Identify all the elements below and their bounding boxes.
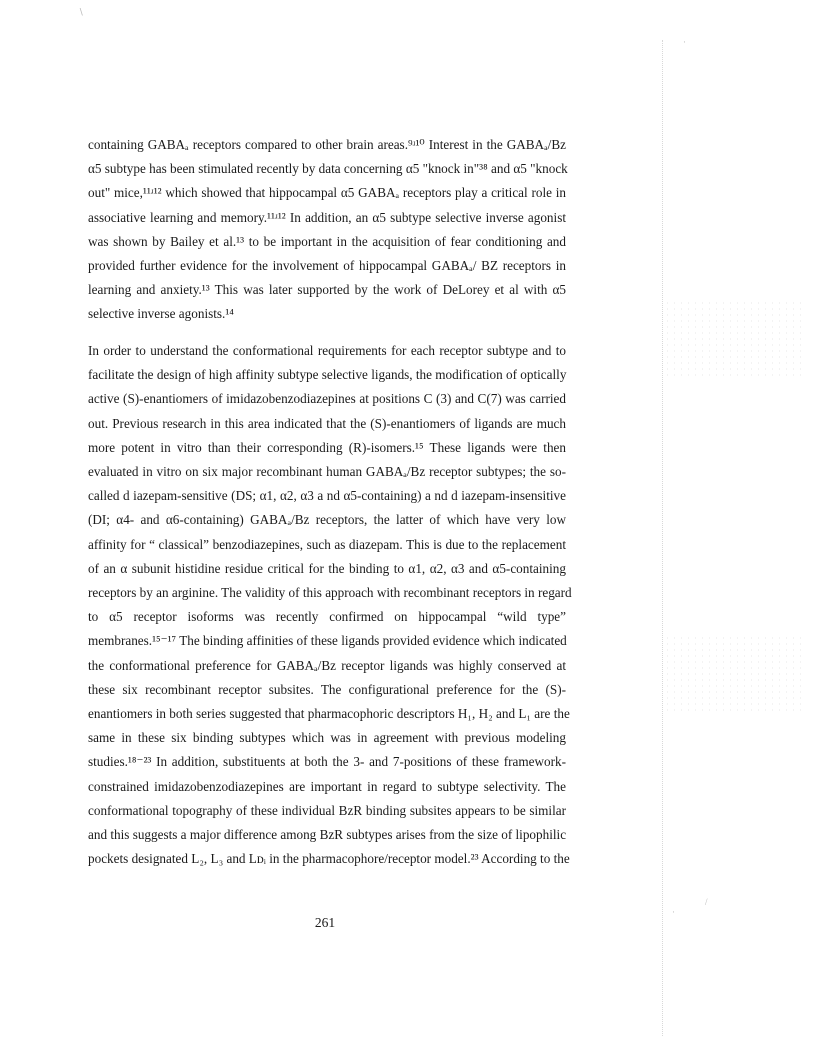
scan-speckle-lower xyxy=(664,635,804,715)
paragraph-2-line: membranes.¹⁵⁻¹⁷ The binding affinities of these ligands provided evidence which indicated xyxy=(88,633,567,649)
paragraph-2-line: In order to understand the conformational requirements for each receptor subtype and to xyxy=(88,343,566,358)
paragraph-2-line: these six recombinant receptor subsites. The configurational preference for the (S)- xyxy=(88,681,566,697)
paragraph-1-line: associative learning and memory.¹¹ʴ¹² In addition, an α5 subtype selective inverse agonist xyxy=(88,209,566,225)
paragraph-2-line: conformational topography of these individual BzR binding subsites appears to be similar xyxy=(88,802,566,818)
scan-mark-right-dot: · xyxy=(672,907,675,917)
paragraph-2-line: the conformational preference for GABAₐ/Bz receptor ligands was highly conserved at xyxy=(88,657,566,673)
paragraph-2-line: evaluated in vitro on six major recombinant human GABAₐ/Bz receptor subtypes; the so- xyxy=(88,464,566,480)
body-paragraph-2 xyxy=(88,339,572,871)
paragraph-2-line: and this suggests a major difference among BzR subtypes arises from the size of lipophilic xyxy=(88,827,567,843)
paragraph-2-line: enantiomers in both series suggested that pharmacophoric descriptors H₁, H₂ and L₁ are the xyxy=(88,706,570,722)
paragraph-2-line: studies.¹⁸⁻²³ In addition, substituents at both the 3- and 7-positions of these framework- xyxy=(88,754,566,770)
body-paragraph-1 xyxy=(88,133,566,327)
paragraph-1-line: containing GABAₐ receptors compared to other brain areas.⁹ʴ¹⁰ Interest in the GABAₐ/Bz xyxy=(88,137,566,152)
paragraph-1-line: α5 subtype has been stimulated recently by data concerning α5 "knock in"³⁸ and α5 "knock xyxy=(88,161,568,177)
paragraph-2-line: receptors by an arginine. The validity of this approach with recombinant receptors in regard xyxy=(88,585,572,601)
paragraph-2-line: active (S)-enantiomers of imidazobenzodiazepines at positions C (3) and C(7) was carried xyxy=(88,391,566,407)
paragraph-2-line: same in these six binding subtypes which was in agreement with previous modeling xyxy=(88,730,566,746)
paragraph-2-line: facilitate the design of high affinity subtype selective ligands, the modification of optically xyxy=(88,367,567,383)
paragraph-1-line: selective inverse agonists.¹⁴ xyxy=(88,306,234,322)
paragraph-2-line: pockets designated L₂, L₃ and Lᴅᵢ in the pharmacophore/receptor model.²³ According to the xyxy=(88,851,570,867)
paragraph-1-line: out" mice,¹¹ʴ¹² which showed that hippocampal α5 GABAₐ receptors play a critical role in xyxy=(88,185,566,201)
paragraph-2-line: (DI; α4- and α6-containing) GABAₐ/Bz receptors, the latter of which have very low xyxy=(88,512,566,528)
paragraph-1-line: learning and anxiety.¹³ This was later supported by the work of DeLorey et al with α5 xyxy=(88,282,566,298)
page-number: 261 xyxy=(314,915,336,930)
paragraph-1-line: provided further evidence for the involvement of hippocampal GABAₐ/ BZ receptors in xyxy=(88,258,566,274)
scan-edge-line xyxy=(662,40,663,1036)
paragraph-1-line: was shown by Bailey et al.¹³ to be important in the acquisition of fear conditioning and xyxy=(88,233,566,249)
scan-mark-top-left: ∖ xyxy=(78,7,84,17)
paragraph-2-line: affinity for “ classical” benzodiazepines, such as diazepam. This is due to the replacement xyxy=(88,536,566,552)
paragraph-2-line: out. Previous research in this area indicated that the (S)-enantiomers of ligands are much xyxy=(88,415,566,431)
paragraph-2-line: of an α subunit histidine residue critical for the binding to α1, α2, α3 and α5-containing xyxy=(88,560,566,576)
scan-mark-right: / xyxy=(705,897,708,907)
paragraph-2-line: called d iazepam-sensitive (DS; α1, α2, α3 a nd α5-containing) a nd d iazepam-insensitive xyxy=(88,488,566,504)
scan-mark-top-right: · xyxy=(683,37,686,47)
paragraph-2-line: more potent in vitro than their corresponding (R)-isomers.¹⁵ These ligands were then xyxy=(88,439,566,455)
paragraph-2-line: constrained imidazobenzodiazepines are important in regard to subtype selectivity. The xyxy=(88,778,566,794)
paragraph-2-line: to α5 receptor isoforms was recently confirmed on hippocampal “wild type” xyxy=(88,609,566,625)
scan-speckle-upper xyxy=(664,300,804,380)
